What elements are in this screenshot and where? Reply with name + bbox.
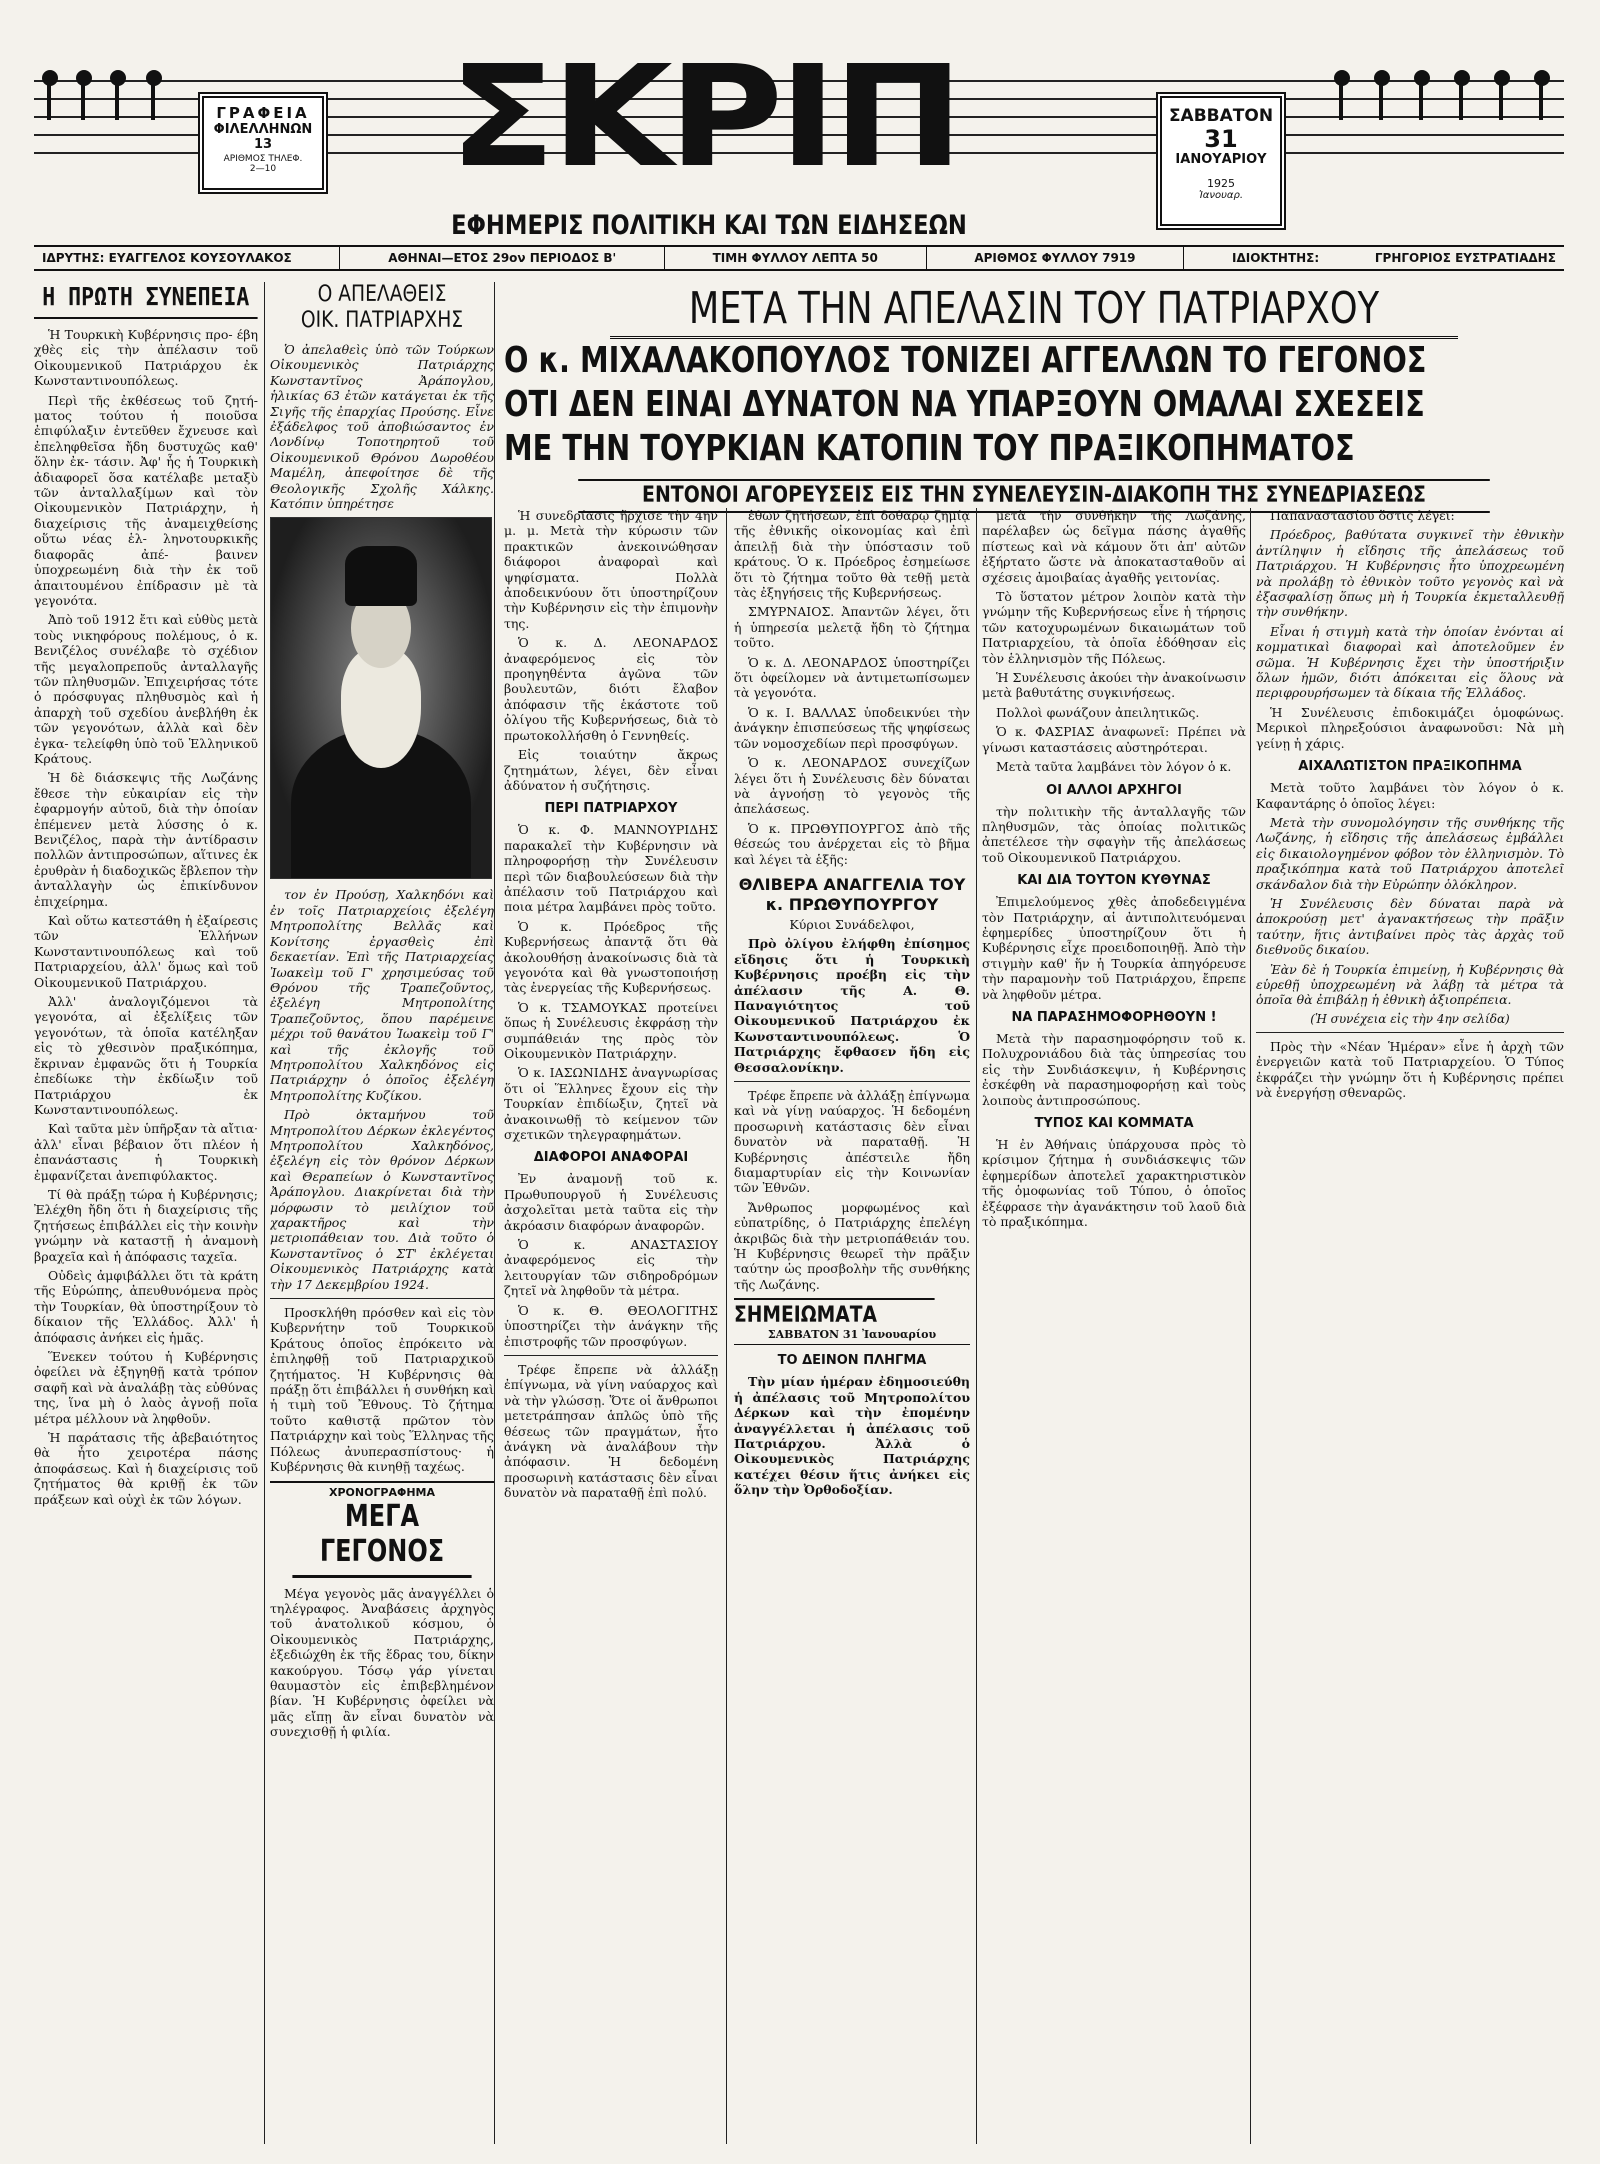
paragraph: Ἐν ἀναμονῇ τοῦ κ. Πρωθυπουργοῦ ἡ Συνέλευσις ἀσχολεῖται μετὰ ταῦτα εἰς τὴν ἀκρόασιν διαφόρων ἀναφορῶν.: [504, 1171, 718, 1233]
section-kicker: ΧΡΟΝΟΓΡΑΦΗΜΑ: [270, 1481, 494, 1499]
paragraph: Καὶ οὕτω κατεστάθη ἡ ἐξαίρεσις τῶν Ἑλλήνων Κωνσταντινουπόλεως καὶ τοῦ Πατριαρχείου, ἀλλ' ὅμως καὶ τοῦ Οἰκουμενικοῦ Πατριάρχου.: [34, 913, 258, 990]
paragraph: Ὁ κ. Φ. ΜΑΝΝΟΥΡΙΔΗΣ παρακαλεῖ τὴν Κυβέρνησιν νὰ πληροφορήσῃ τὴν Συνέλευσιν περὶ τῶν διαβουλεύσεων διὰ τὴν ἀπέλασιν τοῦ Πατριάρχου καὶ ποια μέτρα λαμβάνει πρὸς τοῦτο.: [504, 822, 718, 915]
paragraph: Ἡ Συνέλευσις δὲν δύναται παρὰ νὰ ἀποκρούσῃ μετ' ἀγανακτήσεως τὴν πρᾶξιν ταύτην, ἥτις ἀντιβαίνει πρὸς τὰς ἀρχὰς τοῦ διεθνοῦς δικαίου.: [1256, 895, 1564, 958]
year-text: ΑΘΗΝΑΙ—ΕΤΟΣ 29ον ΠΕΡΙΟΔΟΣ Β': [388, 251, 617, 265]
paragraph: τον ἐν Προύσῃ, Χαλκηδόνι καὶ ἐν τοῖς Πατριαρχείοις ἐξελέγη Μητροπολίτης Βελλᾶς καὶ Κονίτσης ἐργασθεὶς ἐπὶ δεκαετίαν. Ἐπὶ τῆς Πατριαρχείας Ἰωακεὶμ τοῦ Γ' χρησιμεύσας τοῦ Θρόνου τῆς Τραπεζοῦντος, ἐξελέγη Μητροπολίτης Τραπεζοῦντος, ὅπου παρέμεινε μέχρι τοῦ θανάτου Ἰωακεὶμ τοῦ Γ' καὶ τῆς ἐκλογῆς τοῦ Μητροπολίτου Χαλκηδόνος εἰς Πατριάρχην ὁ ὁποῖος ἐξελέγη Μητροπολίτης Κυζίκου.: [270, 887, 494, 1103]
paragraph: Ἡ παράτασις τῆς ἀβεβαιότητος θὰ ἦτο χειροτέρα πάσης ἀποφάσεως. Καὶ ἡ διαχείρισις τοῦ ζητήματος θὰ κριθῇ ἐκ τῶν πράξεων καὶ οὐχὶ ἐκ τῶν λόγων.: [34, 1430, 258, 1507]
paragraph: Μετὰ τὴν συνομολόγησιν τῆς συνθήκης τῆς Λωζάνης, ἡ εἴδησις τῆς ἀπελάσεως ἐμβάλλει εἰς δικαιολογημένον φόβον τὸν ἑλληνισμὸν. Τὸ πραξικόπημα κατὰ τοῦ Πατριάρχου ἀποτελεῖ σκάνδαλον διὰ τὴν Εὐρώπην ὁλόκληρον.: [1256, 814, 1564, 892]
note-icon: [1334, 70, 1350, 122]
paragraph: Τί θὰ πράξῃ τώρα ἡ Κυβέρνησις; Ἐλέχθη ἤδη ὅτι ἡ διαχείρισις τῆς ζητήσεως ἐπιβάλλει εἰς τὴν κοινὴν γνώμην νὰ καταστῇ ἡ ἀναμονὴ βραχεῖα καὶ ἡ ἀπόφασις ταχεῖα.: [34, 1186, 258, 1264]
paragraph: Τὸ ὕστατον μέτρον λοιπὸν κατὰ τὴν γνώμην τῆς Κυβερνήσεως εἶνε ἡ τήρησις τῶν κατοχυρωμένων δικαιωμάτων τοῦ Πατριαρχείου, τὰ ὁποῖα ἐδόθησαν εἰς τὸν ἑλληνισμὸν τῆς Πόλεως.: [982, 589, 1246, 666]
headline-line: Ο ΑΠΕΛΑΘΕΙΣ: [317, 282, 447, 307]
headline-deck: Ο κ. ΜΙΧΑΛΑΚΟΠΟΥΛΟΣ ΤΟΝΙΖΕΙ ΑΓΓΕΛΛΩΝ ΤΟ ΓΕΓΟΝΟΣ: [504, 340, 1427, 381]
paragraph: Ὁ κ. Πρόεδρος τῆς Κυβερνήσεως ἀπαντᾷ ὅτι θὰ ἀκολουθήσῃ ἀνακοίνωσις διὰ τὰ γεγονότα καὶ θὰ γνωστοποιήσῃ τὰς ἐνεργείας τῆς Κυβερνήσεως.: [504, 918, 718, 996]
date-year: 1925: [1207, 177, 1235, 190]
paragraph: μετὰ τὴν συνθήκην τῆς Λωζάνης, παρέλαβεν ὡς δεῖγμα πάσης ἀγαθῆς πίστεως καὶ νὰ κάμουν ὅτι ἀπ' αὐτῶν ἐξήρτατο ὥστε νὰ ἀποκατασταθοῦν αἱ σχέσεις ἀμοιβαίας ἀγαθῆς γειτονίας.: [982, 508, 1246, 585]
note-icon: [110, 70, 126, 122]
paragraph: Ἡ συνεδρίασις ἤρχισε τὴν 4ην μ. μ. Μετὰ τὴν κύρωσιν τῶν πρακτικῶν ἀνεκοινώθησαν διάφοροι ἀναφοραὶ καὶ ψηφίσματα. Πολλὰ ἀποδεικνύουν ὅτι ὑποστηρίζουν τὴν Κυβέρνησιν εἰς τὴν ἐπιμονὴν της.: [504, 508, 718, 631]
issue-text: ΑΡΙΘΜΟΣ ΦΥΛΛΟΥ 7919: [974, 251, 1136, 265]
paragraph: Καὶ ταῦτα μὲν ὑπῆρξαν τὰ αἴτια· ἀλλ' εἶναι βέβαιον ὅτι πλέον ἡ ἐπανάστασις ἡ Τουρκικὴ ἐμφανίζεται ἀνεπιφύλακτος.: [34, 1121, 258, 1183]
headline-deck: ΜΕ ΤΗΝ ΤΟΥΡΚΙΑΝ ΚΑΤΟΠΙΝ ΤΟΥ ΠΡΑΞΙΚΟΠΗΜΑΤΟΣ: [504, 428, 1355, 469]
paragraph: Εἰς τοιαύτην ἄκρως ζητημάτων, λέγει, δὲν εἶναι ἀδύνατον ἡ συζήτησις.: [504, 747, 718, 793]
paragraph: Τὴν μίαν ἡμέραν ἐδημοσιεύθη ἡ ἀπέλασις τοῦ Μητροπολίτου Δέρκων καὶ τὴν ἐπομένην ἀναγγέλλεται ἡ ἀπέλασις τοῦ Πατριάρχου. Ἀλλὰ ὁ Οἰκουμενικὸς Πατριάρχης κατέχει θέσιν ἥτις ἀνήκει εἰς ὅλην τὴν Ὀρθοδοξίαν.: [734, 1374, 970, 1498]
paragraph: Ὁ κ. ΠΡΩΘΥΠΟΥΡΓΟΣ ἀπὸ τῆς θέσεώς του ἀνέρχεται εἰς τὸ βῆμα καὶ λέγει τὰ ἑξῆς:: [734, 820, 970, 867]
office-box: [198, 92, 328, 194]
office-address: ΦΙΛΕΛΛΗΝΩΝ 13: [213, 122, 313, 152]
headline-subdeck: ΕΝΤΟΝΟΙ ΑΓΟΡΕΥΣΕΙΣ ΕΙΣ ΤΗΝ ΣΥΝΕΛΕΥΣΙΝ-ΔΙΑΚΟΠΗ ΤΗΣ ΣΥΝΕΔΡΙΑΣΕΩΣ: [578, 479, 1490, 513]
column-assembly-2: [734, 508, 970, 2144]
paragraph: τὴν πολιτικὴν τῆς ἀνταλλαγῆς τῶν πληθυσμῶν, τὰς ὁποίας πολιτικῶς ἀπετέλεσε τὴν σφαγὴν τῆς ἀπελάσεως τοῦ Οἰκουμενικοῦ Πατριάρχου.: [982, 803, 1246, 865]
paragraph: Πρόεδρος, βαθύτατα συγκινεῖ τὴν ἐθνικὴν ἀντίληψιν ἡ εἴδησις τῆς ἀπελάσεως τοῦ Πατριάρχου. Ἡ Κυβέρνησις ἦτο ὑποχρεωμένη νὰ προλάβῃ τὸ ἐθνικὸν τοῦτο γεγονὸς καὶ νὰ ἐξασφαλίσῃ ὅπως μὴ ἡ Τουρκία ἐκμεταλλευθῇ τὴν συνθήκην.: [1256, 527, 1564, 620]
article-headline: [287, 282, 477, 334]
paragraph: Ὁ κ. Δ. ΛΕΟΝΑΡΔΟΣ ὑποστηρίζει ὅτι ὀφείλομεν νὰ ἀντιμετωπίσωμεν τὰ γεγονότα.: [734, 654, 970, 701]
paragraph: Μετὰ ταῦτα λαμβάνει τὸν λόγον ὁ κ.: [996, 759, 1232, 775]
column-assembly-4: [1256, 508, 1564, 2144]
paragraph: Τρέφε ἔπρεπε νὰ ἀλλάξῃ ἐπίγνωμα, νὰ γίνη ναύαρχος καὶ νὰ τὴν γλώσσῃ. Ὅτε οἱ ἄνθρωποι μετετράπησαν ἁπλῶς ὑπὸ τῆς θέσεως τῶν πραγμάτων, ἦτο ἀνάγκη νὰ ἀναλάβουν τὴν ἀπόφασιν. Ἡ δεδομένη προσωρινὴ κατάστασις δὲν εἶναι δυνατὸν νὰ παραταθῇ ἐπὶ πολύ.: [504, 1361, 718, 1501]
continued-note: (Ἡ συνέχεια εἰς τὴν 4ην σελίδα): [1310, 1011, 1510, 1026]
paragraph: Εἶναι ἡ στιγμὴ κατὰ τὴν ὁποίαν ἐνόνται αἱ κομματικαὶ διαφοραὶ καὶ ἀποτελοῦμεν ἐν σῶμα. Ἡ Κυβέρνησις ἔχει τὴν ὑποστήριξιν ὅλων ἡμῶν, διότι ἀπόκειται εἰς ὅλους νὰ περιφρουρήσωμεν τὰ δίκαια τῆς Ἑλλάδος.: [1256, 623, 1564, 701]
paragraph: Ὁ κ. Ι. ΒΑΛΛΑΣ ὑποδεικνύει τὴν ἀνάγκην ἐπισπεύσεως τῆς ψηφίσεως τῶν νομοσχεδίων περὶ προσφύγων.: [734, 704, 970, 751]
newspaper-page: [34, 20, 1564, 2150]
paragraph: Παπαναστασίου ὅστις λέγει:: [1270, 508, 1455, 523]
paragraph: ΣΜΥΡΝΑΙΟΣ. Ἀπαντῶν λέγει, ὅτι ἡ ὑπηρεσία μελετᾷ ἤδη τὸ ζήτημα τοῦτο.: [734, 604, 970, 651]
note-icon: [1414, 70, 1430, 122]
column-first-consequence: [34, 282, 265, 2144]
date-month: ΙΑΝΟΥΑΡΙΟΥ: [1175, 152, 1267, 167]
paragraph: ἐθῶν ζητήσεων, ἐπὶ δοθαρῷ ζημίᾳ τῆς ἐθνικῆς οἰκονομίας καὶ ἐπὶ ἀπειλῇ διὰ τὴν ὑπόστασιν τοῦ κράτους. Ὁ κ. Πρόεδρος ἐσημείωσε ὅτι τὸ ζήτημα τοῦτο θὰ τεθῇ μετὰ τὰς ἐξηγήσεις τῆς Κυβερνήσεως.: [734, 508, 970, 601]
subheading: ΑΙΧΑΛΩΤΙΣΤΟΝ ΠΡΑΞΙΚΟΠΗΜΑ: [1298, 759, 1522, 775]
subheading: ΠΕΡΙ ΠΑΤΡΙΑΡΧΟΥ: [544, 801, 678, 817]
article-headline: ΜΕΓΑ ΓΕΓΟΝΟΣ: [292, 1499, 471, 1578]
office-label: ΓΡΑΦΕΙΑ: [216, 104, 310, 122]
headline-line: ΟΙΚ. ΠΑΤΡΙΑΡΧΗΣ: [300, 308, 464, 333]
paragraph: Ἐὰν δὲ ἡ Τουρκία ἐπιμείνῃ, ἡ Κυβέρνησις θὰ εὑρεθῇ ὑποχρεωμένη νὰ λάβῃ τὰ μέτρα τὰ ὁποῖα θὰ ἐπιβάλῃ ἡ ἐθνικὴ ἀξιοπρέπεια.: [1256, 961, 1564, 1008]
paragraph: Μετὰ τοῦτο λαμβάνει τὸν λόγον ὁ κ. Καφαντάρης ὁ ὁποῖος λέγει:: [1256, 780, 1564, 811]
founder-text: ΙΔΡΥΤΗΣ: ΕΥΑΓΓΕΛΟΣ ΚΟΥΣΟΥΛΑΚΟΣ: [42, 251, 292, 265]
paragraph: Μετὰ τὴν παρασημοφόρησιν τοῦ κ. Πολυχρονιάδου διὰ τὰς ὑπηρεσίας του εἰς τὴν Συνδιάσκεψιν, ἡ Κυβέρνησις ἐσκέφθη νὰ παρασημοφορήσῃ καὶ τοὺς λοιποὺς ἀντιπροσώπους.: [982, 1030, 1246, 1108]
paragraph: Προσκλήθη πρόσθεν καὶ εἰς τὸν Κυβερνήτην τοῦ Τουρκικοῦ Κράτους ὁποῖος ἐπρόκειτο νὰ ἐπιληφθῇ τοῦ Πατριαρχικοῦ ζητήματος. Ἡ Κυβέρνησις θὰ πράξῃ ὅτι ἐπιβάλλει ἡ συνθήκη καὶ ἡ τιμὴ τοῦ Ἔθνους. Τὸ ζήτημα τοῦτο καθιστᾷ πρῶτον τὸν Πατριάρχην καὶ τοὺς Ἕλληνας τῆς Πόλεως ἀνυπερασπίστους· ἡ Κυβέρνησις θὰ κινηθῇ ταχέως.: [270, 1305, 494, 1475]
paragraph: Μέγα γεγονὸς μᾶς ἀναγγέλλει ὁ τηλέγραφος. Ἀναβάσεις ἀρχηγὸς τοῦ ἀνατολικοῦ κόσμου, ὁ Οἰκουμενικὸς Πατριάρχης, ἐξεδιώχθη ἐκ τῆς ἕδρας του, δίκην κακούργου. Τόσῳ γάρ γίνεται θαυμαστὸν εἰς ἐπιβεβλημένον βίαν. Ἡ Κυβέρνησις ὀφείλει νὰ μᾶς εἴπῃ ἂν εἶναι δυνατὸν νὰ συνεχισθῇ ἡ φιλία.: [270, 1585, 494, 1740]
patriarch-portrait: [270, 517, 492, 879]
phone-label: ΑΡΙΘΜΟΣ ΤΗΛΕΦ.: [223, 154, 303, 164]
paragraph: Ἡ Τουρκικὴ Κυβέρνησις προ- έβη χθὲς εἰς τὴν ἀπέλασιν τοῦ Οἰκουμενικοῦ Πατριάρχου ἐκ Κωνσταντινουπόλεως.: [34, 327, 258, 389]
paragraph: Τρέφε ἔπρεπε νὰ ἀλλάξῃ ἐπίγνωμα καὶ νὰ γίνῃ ναύαρχος. Ἡ δεδομένη προσωρινὴ κατάστασις δὲν εἶναι δυνατὸν νὰ παραταθῇ. Ἡ Κυβέρνησις ἀπέστειλε ἤδη διαμαρτυρίαν εἰς τὴν Κοινωνίαν τῶν Ἐθνῶν.: [734, 1088, 970, 1196]
price-text: ΤΙΜΗ ΦΥΛΛΟΥ ΛΕΠΤΑ 50: [712, 251, 878, 265]
speech-opening: Κύριοι Συνάδελφοι,: [789, 916, 915, 932]
paragraph: Πρὸ ὀκταμήνου τοῦ Μητροπολίτου Δέρκων ἐκλεγέντος Μητροπολίτου Χαλκηδόνος, ἐξελέγη εἰς τὸν θρόνον Δέρκων καὶ Θεραπείων ὁ Κωνσταντῖνος Ἀράπογλου. Διακρίνεται διὰ τὴν μόρφωσιν τὸ μειλίχιον τοῦ χαρακτῆρος καὶ τὴν μετριοπάθειαν του. Διὰ τοῦτο ὁ Κωνσταντῖνος ὁ ΣΤ' ἐκλέγεται Οἰκουμενικὸς Πατριάρχης κατὰ τὴν 17 Δεκεμβρίου 1924.: [270, 1107, 494, 1292]
info-bar: [34, 245, 1564, 271]
headline-deck: ΟΤΙ ΔΕΝ ΕΙΝΑΙ ΔΥΝΑΤΟΝ ΝΑ ΥΠΑΡΞΟΥΝ ΟΜΑΛΑΙ ΣΧΕΣΕΙΣ: [504, 384, 1425, 425]
owner-text: ΓΡΗΓΟΡΙΟΣ ΕΥΣΤΡΑΤΙΑΔΗΣ: [1374, 251, 1556, 265]
subheading: ΟΙ ΑΛΛΟΙ ΑΡΧΗΓΟΙ: [1046, 782, 1182, 798]
column-assembly-3: [982, 508, 1246, 2144]
subheading: ΚΑΙ ΔΙΑ ΤΟΥΤΟΝ ΚΥΘΥΝΑΣ: [1017, 873, 1211, 889]
paragraph: Ὁ κ. ΦΑΣΡΙΑΣ ἀναφωνεῖ: Πρέπει νὰ γίνωσι καταστάσεις αὐστηρότεραι.: [982, 724, 1246, 755]
phone-number: 2—10: [249, 164, 277, 174]
paragraph: Πολλοὶ φωνάζουν ἀπειλητικῶς.: [996, 704, 1200, 720]
subheading: ΤΥΠΟΣ ΚΑΙ ΚΟΜΜΑΤΑ: [1034, 1116, 1194, 1131]
note-icon: [1374, 70, 1390, 122]
note-icon: [1494, 70, 1510, 122]
paragraph: Ἄνθρωπος μορφωμένος καὶ εὐπατρίδης, ὁ Πατριάρχης ἐπελέγη ἀκριβῶς διὰ τὴν μετριοπάθειάν του. Ἡ Κυβέρνησις θεωρεῖ τὴν πρᾶξιν ταύτην ὡς προσβολὴν τῆς συνθήκης τῆς Λωζάνης.: [734, 1199, 970, 1292]
paragraph: Ὁ κ. ΙΑΣΩΝΙΔΗΣ ἀναγνωρίσας ὅτι οἱ Ἕλληνες ἔχουν εἰς τὴν Τουρκίαν ἐπιδίωξιν, ζητεῖ νὰ ἀνακοινωθῇ τὸ κείμενον τῶν σχετικῶν τηλεγραφημάτων.: [504, 1065, 718, 1143]
paragraph: Ὁ κ. ΤΣΑΜΟΥΚΑΣ προτείνει ὅπως ἡ Συνέλευσις ἐκφράσῃ τὴν συμπάθειάν της πρὸς τὸν Οἰκουμενικὸν Πατριάρχην.: [504, 999, 718, 1061]
paragraph: Περὶ τῆς ἐκθέσεως τοῦ ζητή- ματος τούτου ἡ ποιοῦσα ἐπιφύλαξιν ἐντεῦθεν ἔχνευσε καὶ ἐπεληφθεῖσα ἤδη δυστυχῶς καθ' ὅλην ἐκ- τάσιν. Ἀφ' ἧς ἡ Τουρκικὴ ἀδιαφορεῖ ὅσα κατέλαβε μεταξὺ τῶν ἀνταλλαξίμων καὶ τὸν Οἰκουμενικὸν Πατριάρχην, ἡ διαχείρισις τῆς ἀναμειχθείσης οὕτω νέας ἑλ- ληνοτουρκικῆς διαφορᾶς ἀπέ- βαινεν ὑποχρεωμένη διὰ τὴν ἐκ τοῦ ἀπαιτουμένου ἐπίδρασιν μὲ τὰ γεγονότα.: [34, 392, 258, 608]
column-patriarch-bio: [270, 282, 495, 2144]
note-icon: [1534, 70, 1550, 122]
section-heading: ΣΗΜΕΙΩΜΑΤΑ: [734, 1298, 935, 1328]
subheading: ΘΛΙΒΕΡΑ ΑΝΑΓΓΕΛΙΑ ΤΟΥ κ. ΠΡΩΘΥΠΟΥΡΓΟΥ: [738, 874, 966, 914]
paragraph: Ἡ δὲ διάσκεψις τῆς Λωζάνης ἔθεσε τὴν εὐκαιρίαν εἰς τὴν ἐφαρμογήν αὐτοῦ, διὰ τὴν ὁποίαν ἐπέμενεν μετὰ λύσσης ὁ κ. Βενιζέλος, παρὰ τὴν ἀντίδρασιν πολλῶν ἀντιπροσώπων, αἵτινες ἐκ ἐρυθρὰν ἡ διαδοχικῶς ἔβλεπον τὴν ἀνταλλαγὴν ὡς ἐπικίνδυνον ἐπιχείρημα.: [34, 770, 258, 909]
paragraph: Ἡ Συνέλευσις ἀκούει τὴν ἀνακοίνωσιν μετὰ βαθυτάτης συγκινήσεως.: [982, 670, 1246, 701]
newspaper-title: ΣΚΡΙΠ: [448, 36, 960, 199]
date-old-style: Ἰανουαρ.: [1199, 190, 1243, 201]
paragraph: Ἐπιμελούμενος χθὲς ἀποδεδειγμένα τὸν Πατριάρχην, αἱ ἀντιπολιτευόμεναι ἐφημερίδες ὑποστηρίζουν ὅτι ἡ Κυβέρνησις εἶχε προειδοποιηθῇ. Ἀπὸ τὴν στιγμὴν καθ' ἥν ἡ Τουρκία ἀπηγόρευσε τὴν παραμονὴν τοῦ Πατριάρχου, ἔπρεπε νὰ ληφθοῦν μέτρα.: [982, 894, 1246, 1002]
paragraph: Ἡ Συνέλευσις ἐπιδοκιμάζει ὁμοφώνως. Μερικοὶ πληρεξούσιοι ἀναφωνοῦσι: Νὰ μὴ γείνῃ ἡ χάρις.: [1256, 704, 1564, 751]
paragraph: Ὁ κ. ΛΕΟΝΑΡΔΟΣ συνεχίζων λέγει ὅτι ἡ Συνέλευσις δὲν δύναται νὰ ἀγνοήσῃ τὸ γεγονὸς τῆς ἀπελάσεως.: [734, 755, 970, 817]
subheading: ΤΟ ΔΕΙΝΟΝ ΠΛΗΓΜΑ: [777, 1353, 927, 1369]
paragraph: Ὁ κ. Δ. ΛΕΟΝΑΡΔΟΣ ἀναφερόμενος εἰς τὸν προηγηθέντα ἀγῶνα τῶν βουλευτῶν, διότι ἔλαβον ἀπόφασιν τῆς ἑκάστοτε τοῦ ὀλίγου τῆς Κυβερνήσεως, διὰ τὸ πρωτοκολλήσθη ὁ Γεννηθείς.: [504, 635, 718, 743]
paragraph: Ἕνεκεν τούτου ἡ Κυβέρνησις ὀφείλει νὰ ἐξηγηθῇ κατὰ τρόπον σαφῆ καὶ νὰ ἀναλάβῃ τὰς εὐθύνας της, ἵνα μὴ ὁ λαὸς ἀγνοῇ ποῖα μέτρα μέλλουν νὰ ληφθοῦν.: [34, 1349, 258, 1426]
main-headline-block: [504, 282, 1564, 513]
paragraph: Ὁ κ. Θ. ΘΕΟΛΟΓΙΤΗΣ ὑποστηρίζει τὴν ἀνάγκην τῆς ἐπιστροφῆς τῶν προσφύγων.: [504, 1302, 718, 1349]
subheading: ΔΙΑΦΟΡΟΙ ΑΝΑΦΟΡΑΙ: [533, 1150, 689, 1166]
paragraph: Ὁ κ. ΑΝΑΣΤΑΣΙΟΥ ἀναφερόμενος εἰς τὴν λειτουργίαν τῶν σιδηροδρόμων ζητεῖ νὰ ληφθοῦν τὰ μέτρα.: [504, 1237, 718, 1299]
paragraph: Πρὸ ὀλίγου ἐλήφθη ἐπίσημος εἴδησις ὅτι ἡ Τουρκικὴ Κυβέρνησις προέβη εἰς τὴν ἀπέλασιν τῆς Α. Θ. Παναγιότητος τοῦ Οἰκουμενικοῦ Πατριάρχου ἐκ Κωνσταντινουπόλεως. Ὁ Πατριάρχης ἔφθασεν ἤδη εἰς Θεσσαλονίκην.: [734, 936, 970, 1075]
note-icon: [76, 70, 92, 122]
main-headline: ΜΕΤΑ ΤΗΝ ΑΠΕΛΑΣΙΝ ΤΟΥ ΠΑΤΡΙΑΡΧΟΥ: [610, 282, 1458, 339]
column-assembly-1: [504, 508, 718, 2144]
date-box: [1156, 92, 1286, 230]
paragraph: Πρὸς τὴν «Νέαν Ἡμέραν» εἶνε ἡ ἀρχὴ τῶν ἐνεργειῶν κατὰ τοῦ Πατριαρχείου. Ὁ Τύπος ἐκφράζει τὴν γνώμην ὅτι ἡ Κυβέρνησις πρέπει νὰ ἐνεργήσῃ σθεναρῶς.: [1256, 1038, 1564, 1100]
paragraph: Ἀλλ' ἀναλογιζόμενοι τὰ γεγονότα, αἱ ἐξελίξεις τῶν γεγονότων, τὰ ὁποῖα κατέληξαν εἰς τὸ χθεσινὸν πραξικόπημα, ἔκριναν ἐμφανῶς ὅτι ἡ Τουρκία ἐπεδίωκε τὴν ἐκδίωξιν τοῦ Πατριάρχου ἐκ Κωνσταντινουπόλεως.: [34, 994, 258, 1117]
date-number: 31: [1204, 125, 1238, 153]
section-date: ΣΑΒΒΑΤΟΝ 31 Ἰανουαρίου: [734, 1328, 970, 1345]
note-icon: [42, 70, 58, 122]
owner-label: ΙΔΙΟΚΤΗΤΗΣ:: [1232, 251, 1320, 265]
paragraph: Ἀπὸ τοῦ 1912 ἔτι καὶ εὐθὺς μετὰ τοὺς νικηφόρους πολέμους, ὁ κ. Βενιζέλος συνέλαβε τὸ σχέδιον τῆς μεγαλοπρεποῦς ἀνταλλαγῆς τῶν πληθυσμῶν. Ἐπιχειρήσας τότε ὁ πρόσφυγας πληθυσμὸς καὶ ἡ ἀπαρχὴ τοῦ σχεδίου ἀνεβλήθη ἐκ τῶν γεγονότων, ἀλλὰ καὶ δὲν ἐγκα- τελείφθη ὑπὸ τοῦ Ἑλληνικοῦ Κράτους.: [34, 612, 258, 766]
note-icon: [146, 70, 162, 122]
date-day: ΣΑΒΒΑΤΟΝ: [1168, 106, 1274, 126]
paragraph: Οὐδεὶς ἀμφιβάλλει ὅτι τὰ κράτη τῆς Εὐρώπης, ἀπευθυνόμενα πρὸς τὴν Τουρκίαν, θὰ ὑποστηρίξουν τὸ δίκαιον τῆς Ἑλλάδος. Ἀλλ' ἡ ἀπόφασις ἀνήκει εἰς ἡμᾶς.: [34, 1267, 258, 1345]
paragraph: Ἡ ἐν Ἀθήναις ὑπάρχουσα πρὸς τὸ κρίσιμον ζήτημα ἡ συνδιάσκεψις τῶν ἐφημερίδων ἀποτελεῖ χαρακτηριστικὸν τῆς ὁμοφωνίας τοῦ Τύπου, ὁ ὁποῖος ἐξέφρασε τὴν ἀγανάκτησιν τοῦ λαοῦ διὰ τὸ πραξικόπημα.: [982, 1137, 1246, 1230]
article-headline: Η ΠΡΩΤΗ ΣΥΝΕΠΕΙΑ: [34, 282, 258, 319]
subheading: ΝΑ ΠΑΡΑΣΗΜΟΦΟΡΗΘΟΥΝ !: [1011, 1009, 1217, 1025]
tagline: ΕΦΗΜΕΡΙΣ ΠΟΛΙΤΙΚΗ ΚΑΙ ΤΩΝ ΕΙΔΗΣΕΩΝ: [451, 210, 967, 241]
masthead: [34, 20, 1564, 270]
note-icon: [1454, 70, 1470, 122]
paragraph: Ὁ ἀπελαθεὶς ὑπὸ τῶν Τούρκων Οἰκουμενικὸς Πατριάρχης Κωνσταντῖνος Ἀράπογλου, ἡλικίας 63 ἐτῶν κατάγεται ἐκ τῆς Σιγῆς τῆς ἐπαρχίας Προύσης. Εἶνε ἐξάδελφος τοῦ ἀποβιώσαντος ἐν Λονδίνῳ Τοποτηρητοῦ τοῦ Οἰκουμενικοῦ Θρόνου Δωροθέου Μαμέλη, ἀπεφοίτησε δὲ τῆς Θεολογικῆς Σχολῆς Χάλκης. Κατόπιν ὑπηρέτησε: [270, 342, 494, 512]
